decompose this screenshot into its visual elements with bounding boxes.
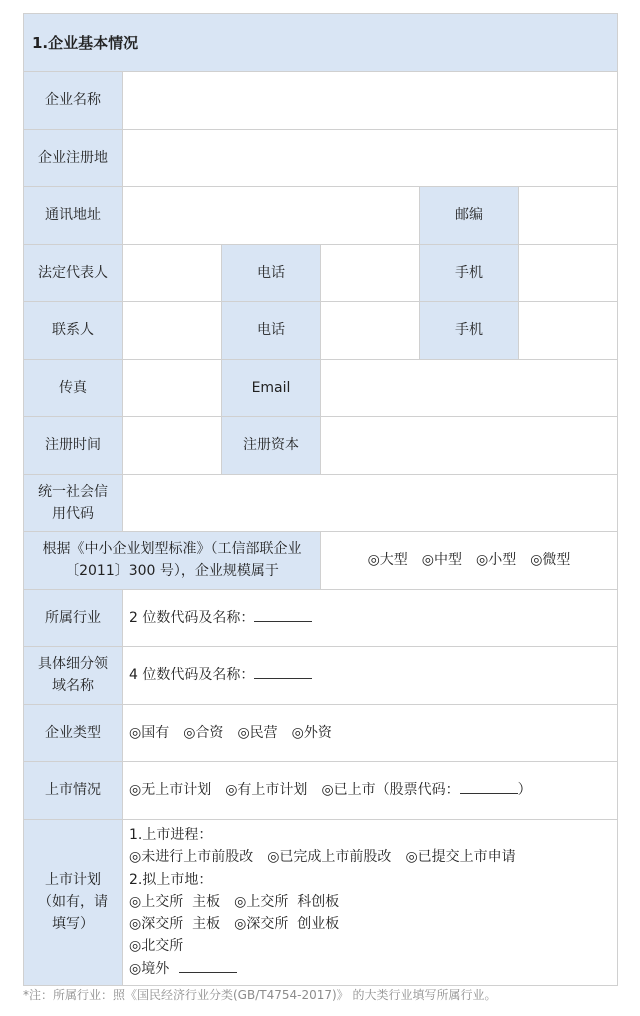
type-option-joint[interactable]: ◎合资 [183,724,224,741]
credit-code-field[interactable] [123,474,618,532]
listing-option-none[interactable]: ◎无上市计划 [129,782,212,799]
fax-field[interactable] [123,359,222,417]
industry-prompt: 2 位数代码及名称： [129,609,255,626]
progress-title: 1.上市进程： [129,826,213,843]
fax-label: 传真 [24,359,123,417]
legal-rep-phone-field[interactable] [321,244,420,302]
register-capital-label: 注册资本 [222,417,321,475]
place-option-overseas[interactable]: ◎境外 [129,960,170,977]
stock-code-blank[interactable] [460,779,518,794]
register-time-label: 注册时间 [24,417,123,475]
contact-phone-field[interactable] [321,302,420,360]
listing-option-listed-close: ） [517,782,532,799]
legal-rep-phone-label: 电话 [222,244,321,302]
place-option-bse[interactable]: ◎北交所 [129,938,184,955]
postcode-field[interactable] [519,187,618,245]
type-option-state[interactable]: ◎国有 [129,724,170,741]
contact-mobile-field[interactable] [519,302,618,360]
scale-option-large[interactable]: ◎大型 [367,552,408,569]
place-option-sse-main[interactable]: ◎上交所 主板 [129,893,221,910]
scale-option-medium[interactable]: ◎中型 [421,552,462,569]
contact-field[interactable] [123,302,222,360]
company-name-label: 企业名称 [24,72,123,130]
place-sse-options [129,891,611,913]
progress-option-reform-done[interactable]: ◎已完成上市前股改 [267,849,392,866]
listing-option-listed[interactable]: ◎已上市（股票代码： [321,782,460,799]
scale-option-micro[interactable]: ◎微型 [530,552,571,569]
company-type-options [123,704,618,762]
scale-basis-label: 根据《中小企业划型标准》（工信部联企业〔2011〕300 号），企业规模属于 [24,532,321,590]
contact-phone-label: 电话 [222,302,321,360]
progress-option-applied[interactable]: ◎已提交上市申请 [405,849,516,866]
sub-field-prompt: 4 位数代码及名称： [129,667,255,684]
sub-field-label: 具体细分领域名称 [24,647,123,705]
postcode-label: 邮编 [420,187,519,245]
place-title: 2.拟上市地： [129,871,213,888]
company-type-label: 企业类型 [24,704,123,762]
register-capital-field[interactable] [321,417,618,475]
company-name-field[interactable] [123,72,618,130]
email-label: Email [222,359,321,417]
listing-status-options [123,762,618,820]
registered-place-field[interactable] [123,129,618,187]
industry-blank[interactable] [254,607,312,622]
sub-field-blank[interactable] [254,664,312,679]
contact-mobile-label: 手机 [420,302,519,360]
overseas-blank[interactable] [179,958,237,973]
place-option-szse-main[interactable]: ◎深交所 主板 [129,916,221,933]
scale-option-small[interactable]: ◎小型 [476,552,517,569]
type-option-private[interactable]: ◎民营 [237,724,278,741]
sub-field-field[interactable] [123,647,618,705]
industry-label: 所属行业 [24,589,123,647]
legal-rep-mobile-field[interactable] [519,244,618,302]
place-szse-options [129,913,611,935]
email-field[interactable] [321,359,618,417]
type-option-foreign[interactable]: ◎外资 [291,724,332,741]
scale-options [321,532,618,590]
address-field[interactable] [123,187,420,245]
register-time-field[interactable] [123,417,222,475]
industry-field[interactable] [123,589,618,647]
listing-plan-content [123,819,618,985]
place-overseas [129,958,611,980]
listing-plan-label: 上市计划（如有，请填写） [24,819,123,985]
registered-place-label: 企业注册地 [24,129,123,187]
form-title: 1.企业基本情况 [24,14,618,72]
place-option-sse-star[interactable]: ◎上交所 科创板 [234,893,340,910]
place-option-szse-gem[interactable]: ◎深交所 创业板 [234,916,340,933]
address-label: 通讯地址 [24,187,123,245]
enterprise-info-form [23,13,618,986]
credit-code-label: 统一社会信用代码 [24,474,123,532]
legal-rep-field[interactable] [123,244,222,302]
listing-status-label: 上市情况 [24,762,123,820]
legal-rep-mobile-label: 手机 [420,244,519,302]
progress-option-no-reform[interactable]: ◎未进行上市前股改 [129,849,254,866]
progress-options [129,846,611,868]
legal-rep-label: 法定代表人 [24,244,123,302]
contact-label: 联系人 [24,302,123,360]
footnote: *注：所属行业：照《国民经济行业分类(GB/T4754-2017)》 的大类行业填写所属行业。 [23,988,497,1002]
listing-option-planned[interactable]: ◎有上市计划 [225,782,308,799]
